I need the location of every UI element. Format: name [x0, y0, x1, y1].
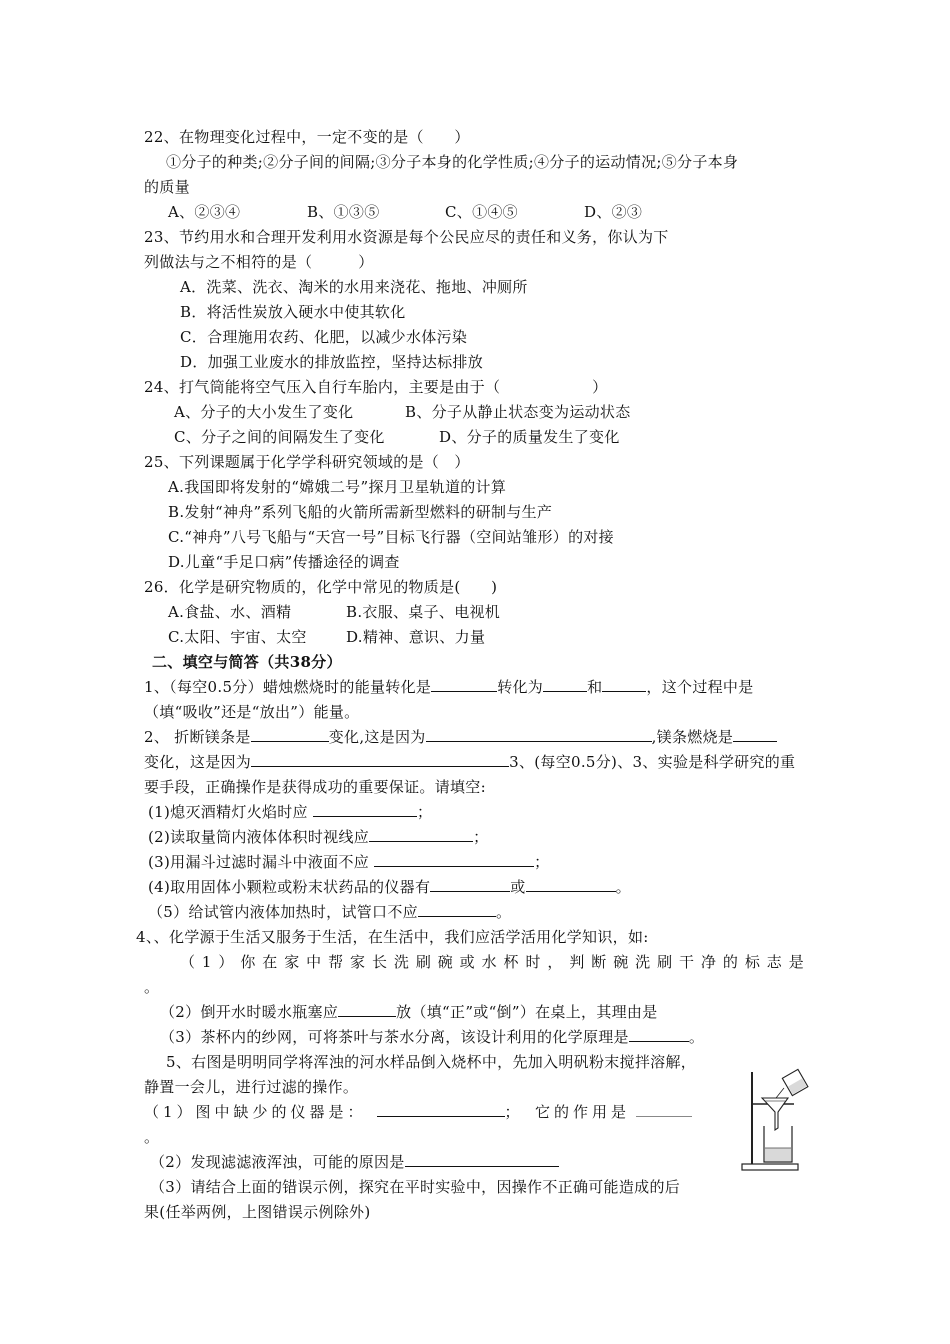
fill-4-item-1-end: 。	[144, 978, 160, 996]
q26-option-d: D.精神、意识、力量	[346, 628, 486, 646]
fill-2-blank-2[interactable]	[426, 726, 652, 742]
fill-5-item-3: （3）请结合上面的错误示例，探究在平时实验中，因操作不正确可能造成的后	[150, 1178, 681, 1196]
fill-2-line2	[144, 751, 795, 773]
fill-4-item-2-text-2: 放（填“正”或“倒”）在桌上，其理由是	[396, 1003, 658, 1021]
q22-option-b: B、①③⑤	[307, 203, 380, 221]
fill-5-item-3-cont: 果(任举两例，上图错误示例除外)	[144, 1203, 371, 1221]
fill-4-item-2	[160, 1001, 658, 1023]
q24-option-d: D、分子的质量发生了变化	[439, 428, 620, 446]
q23-option-d: D．加强工业废水的排放监控，坚持达标排放	[180, 353, 484, 371]
filtration-apparatus-icon	[738, 1068, 816, 1172]
fill-5-item-1-end: 。	[144, 1128, 160, 1146]
fill-3-item-3-text: (3)用漏斗过滤时漏斗中液面不应	[148, 853, 370, 871]
fill-3-blank-6[interactable]	[418, 901, 496, 917]
fill-5-item-1-text-2: ； 它的作用是	[504, 1103, 631, 1121]
fill-1-line1	[144, 676, 754, 698]
fill-3-item-5-punct: 。	[495, 903, 512, 921]
q22-option-d: D、②③	[584, 203, 643, 221]
q22-option-c: C、①④⑤	[445, 203, 518, 221]
q23-option-b: B．将活性炭放入硬水中使其软化	[180, 303, 406, 321]
q24-stem: 24、打气筒能将空气压入自行车胎内，主要是由于（ ）	[144, 378, 608, 396]
fill-4-blank-1[interactable]	[338, 1001, 396, 1017]
q26-option-c: C.太阳、宇宙、太空	[168, 628, 307, 646]
q26-option-b: B.衣服、桌子、电视机	[346, 603, 501, 621]
fill-2-line1	[144, 726, 777, 748]
fill-5-item-2-text: （2）发现滤滤液浑浊，可能的原因是	[150, 1153, 405, 1171]
q25-option-b: B.发射“神舟”系列飞船的火箭所需新型燃料的研制与生产	[168, 503, 553, 521]
section-2-heading: 二、填空与简答（共38分）	[152, 653, 342, 671]
fill-3-item-1-text: (1)熄灭酒精灯火焰时应	[148, 803, 308, 821]
q24-option-c: C、分子之间的间隔发生了变化	[174, 428, 385, 446]
fill-3-item-5	[148, 901, 511, 923]
fill-2-text-4: 变化，这是因为	[144, 753, 252, 771]
fill-2-text-2: 变化,这是因为	[328, 728, 426, 746]
q23-stem: 23、节约用水和合理开发利用水资源是每个公民应尽的责任和义务，你认为下	[144, 228, 669, 246]
fill-4-item-1: （1）你在家中帮家长洗刷碗或水杯时，判断碗洗刷干净的标志是	[180, 953, 804, 971]
fill-4-item-3	[160, 1026, 704, 1048]
fill-3-blank-5[interactable]	[526, 876, 616, 892]
fill-5-blank-2[interactable]	[636, 1101, 692, 1117]
q24-option-a: A、分子的大小发生了变化	[174, 403, 354, 421]
q25-option-d: D.儿童“手足口病”传播途径的调查	[168, 553, 400, 571]
fill-3-blank-4[interactable]	[430, 876, 510, 892]
fill-3-item-1	[148, 801, 432, 823]
fill-3-item-2	[148, 826, 488, 848]
fill-3-item-3-punct: ；	[534, 853, 550, 871]
fill-2-blank-1[interactable]	[251, 726, 329, 742]
q26-stem: 26．化学是研究物质的，化学中常见的物质是( )	[144, 578, 498, 596]
fill-1-text-4: ，这个过程中是	[646, 678, 754, 696]
q23-option-a: A．洗菜、洗衣、淘米的水用来浇花、拖地、冲厕所	[180, 278, 528, 296]
fill-2-blank-4[interactable]	[251, 751, 509, 767]
q23-option-c: C．合理施用农药、化肥，以减少水体污染	[180, 328, 468, 346]
fill-5-item-1-text: （1）图中缺少的仪器是：	[144, 1103, 367, 1121]
fill-2-text-5: 3、(每空0.5分)、3、实验是科学研究的重	[509, 753, 796, 771]
q24-option-b: B、分子从静止状态变为运动状态	[405, 403, 631, 421]
q25-stem: 25、下列课题属于化学学科研究领域的是（ ）	[144, 453, 470, 471]
q22-items-cont: 的质量	[144, 178, 190, 196]
fill-2-line3: 要手段，正确操作是获得成功的重要保证。请填空:	[144, 778, 486, 796]
fill-3-item-3	[148, 851, 549, 873]
q26-option-a: A.食盐、水、酒精	[168, 603, 292, 621]
fill-5-blank-1[interactable]	[377, 1101, 505, 1117]
q22-option-a: A、②③④	[168, 203, 241, 221]
fill-1-text-3: 和	[587, 678, 603, 696]
q23-stem-cont: 列做法与之不相符的是（ ）	[144, 253, 374, 271]
fill-3-item-4	[148, 876, 631, 898]
fill-5-stem: 5、右图是明明同学将浑浊的河水样品倒入烧杯中，先加入明矾粉末搅拌溶解，	[166, 1053, 697, 1071]
fill-1-line2: （填“吸收”还是“放出”）能量。	[144, 703, 360, 721]
fill-5-item-2	[150, 1151, 559, 1173]
q25-option-a: A.我国即将发射的“嫦娥二号”探月卫星轨道的计算	[168, 478, 507, 496]
fill-3-item-1-punct: ；	[416, 803, 433, 821]
fill-3-item-5-text: （5）给试管内液体加热时，试管口不应	[148, 903, 418, 921]
fill-5-stem-cont: 静置一会儿，进行过滤的操作。	[144, 1078, 359, 1096]
fill-1-text-1: 1、（每空0.5分）蜡烛燃烧时的能量转化是	[144, 678, 432, 696]
fill-2-text-3: ,镁条燃烧是	[651, 728, 734, 746]
fill-2-blank-3[interactable]	[733, 726, 777, 742]
fill-3-blank-1[interactable]	[313, 801, 417, 817]
fill-3-item-4-text: (4)取用固体小颗粒或粉末状药品的仪器有	[148, 878, 431, 896]
fill-3-item-4-or: 或	[510, 878, 526, 896]
fill-2-text-1: 2、 折断镁条是	[144, 728, 251, 746]
fill-3-item-4-punct: 。	[615, 878, 631, 896]
fill-4-item-2-text: （2）倒开水时暖水瓶塞应	[160, 1003, 339, 1021]
fill-4-blank-2[interactable]	[629, 1026, 689, 1042]
fill-3-blank-2[interactable]	[369, 826, 473, 842]
q22-items: ①分子的种类;②分子间的间隔;③分子本身的化学性质;④分子的运动情况;⑤分子本身	[166, 153, 739, 171]
fill-3-item-2-text: (2)读取量筒内液体体积时视线应	[148, 828, 370, 846]
fill-3-item-2-punct: ；	[473, 828, 489, 846]
fill-4-item-3-text: （3）茶杯内的纱网，可将茶叶与茶水分离，该设计利用的化学原理是	[160, 1028, 629, 1046]
fill-4-item-3-punct: 。	[688, 1028, 705, 1046]
q22-stem: 22、在物理变化过程中，一定不变的是（ ）	[144, 128, 470, 146]
fill-1-blank-3[interactable]	[602, 676, 646, 692]
fill-4-stem: 4、、化学源于生活又服务于生活，在生活中，我们应活学活用化学知识，如:	[136, 928, 649, 946]
fill-1-blank-1[interactable]	[431, 676, 497, 692]
fill-1-text-2: 转化为	[497, 678, 544, 696]
fill-5-blank-3[interactable]	[405, 1151, 559, 1167]
fill-3-blank-3[interactable]	[374, 851, 534, 867]
q25-option-c: C.“神舟”八号飞船与“天宫一号”目标飞行器（空间站雏形）的对接	[168, 528, 614, 546]
fill-5-item-1	[144, 1101, 692, 1123]
fill-1-blank-2[interactable]	[543, 676, 587, 692]
